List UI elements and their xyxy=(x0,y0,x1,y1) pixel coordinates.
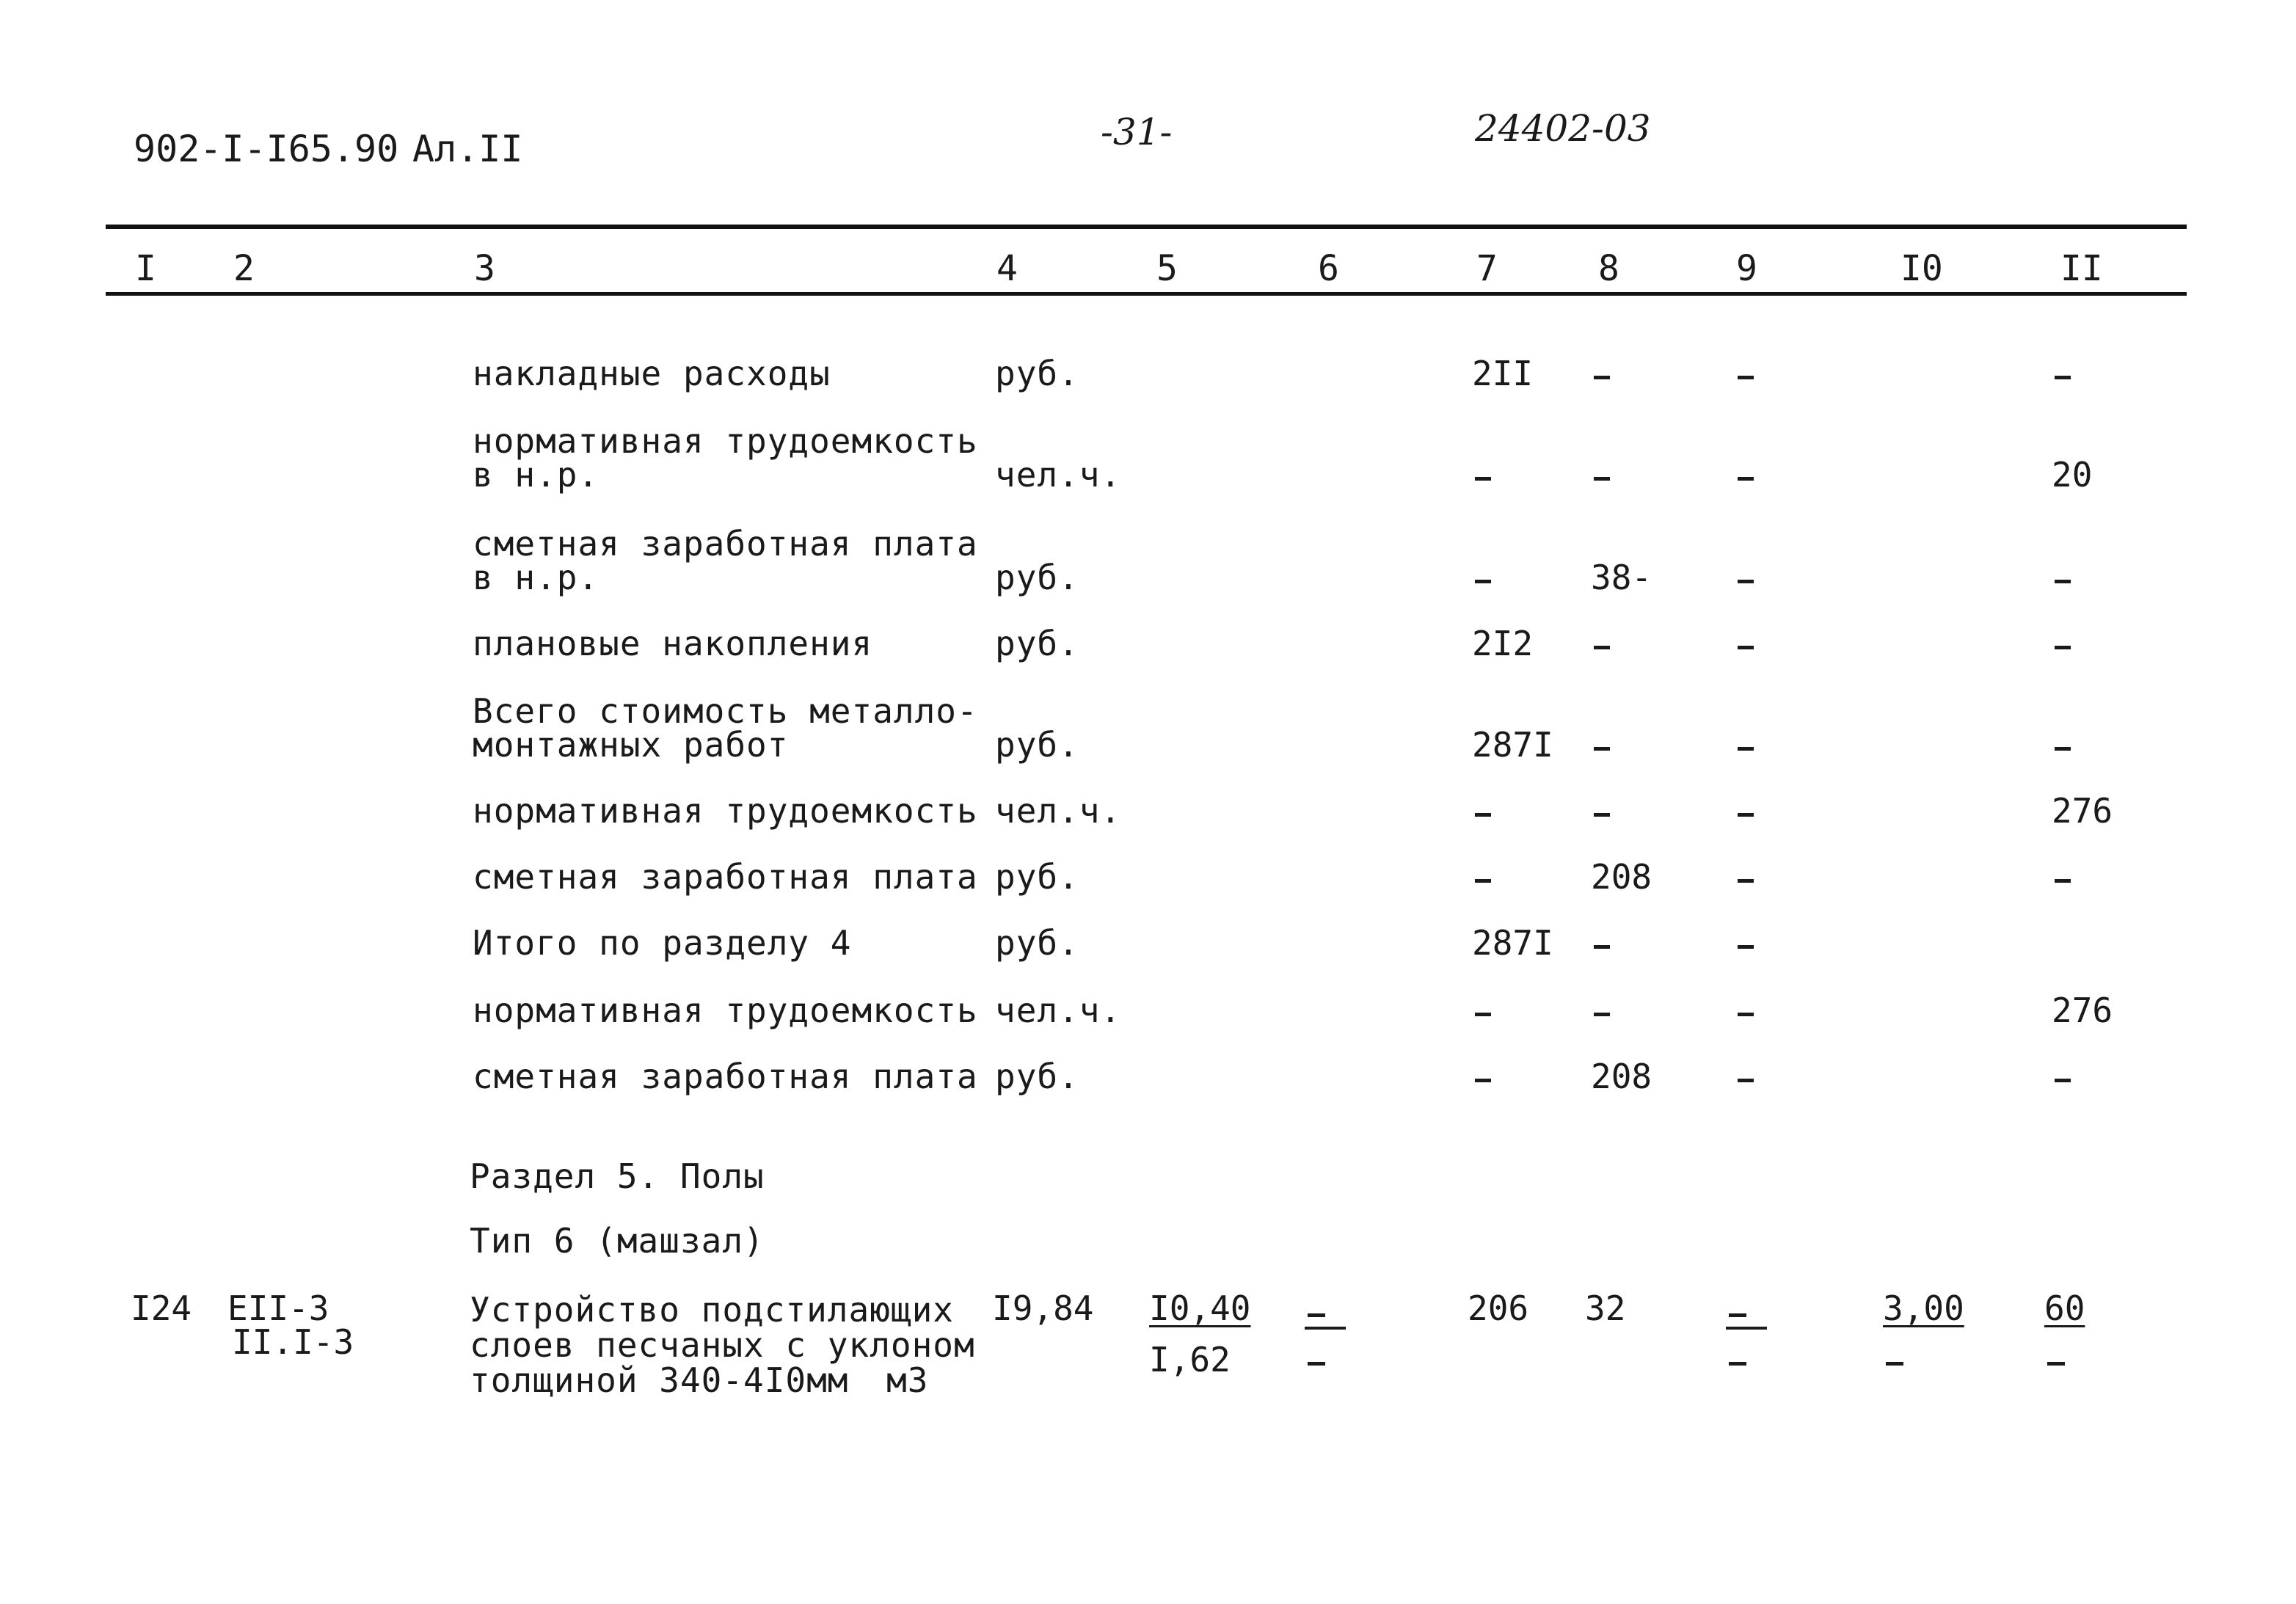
table-top-rule xyxy=(106,225,2187,229)
row-description-line2: монтажных работ xyxy=(473,725,789,765)
row-c9-dash xyxy=(1738,477,1754,481)
row-c9-dash xyxy=(1738,580,1754,583)
item-col11-top: 60 xyxy=(2044,1288,2085,1328)
column-header: 6 xyxy=(1318,248,1339,289)
row-c11-dash xyxy=(2055,879,2071,883)
item-col10-bottom-dash xyxy=(1886,1362,1903,1366)
section-subtitle: Тип 6 (машзал) xyxy=(470,1221,765,1261)
column-header: I0 xyxy=(1900,248,1943,289)
row-c7-value: 2II xyxy=(1472,354,1534,393)
row-description: Всего стоимость металло- xyxy=(473,691,978,731)
column-header: 3 xyxy=(474,248,495,289)
item-col9-top-underline xyxy=(1726,1327,1767,1330)
row-unit: руб. xyxy=(995,725,1079,765)
item-col5-bottom: I,62 xyxy=(1149,1340,1231,1379)
row-unit: руб. xyxy=(995,624,1079,663)
item-col9-top-dash xyxy=(1729,1313,1746,1317)
row-unit: руб. xyxy=(995,923,1079,963)
column-header: 2 xyxy=(233,248,255,289)
item-code-line1: ЕII-3 xyxy=(227,1288,329,1328)
row-c7-dash xyxy=(1475,1013,1491,1016)
item-col10-top: 3,00 xyxy=(1883,1288,1964,1328)
item-col6-top-dash xyxy=(1308,1313,1325,1317)
row-description: нормативная трудоемкость xyxy=(473,791,978,831)
column-header: I xyxy=(135,248,156,289)
item-unit: м3 xyxy=(886,1360,929,1400)
row-c9-dash xyxy=(1738,646,1754,649)
item-description-line3: толщиной 340-4I0мм xyxy=(470,1360,849,1400)
item-col5-top: I0,40 xyxy=(1149,1288,1251,1328)
row-c9-dash xyxy=(1738,747,1754,751)
column-header: 8 xyxy=(1598,248,1619,289)
row-unit: руб. xyxy=(995,558,1079,597)
item-code-line2: II.I-3 xyxy=(232,1322,354,1362)
document-code: 902-I-I65.90 xyxy=(134,128,399,170)
row-c7-value: 287I xyxy=(1472,923,1553,963)
item-description-line2: слоев песчаных с уклоном xyxy=(470,1325,975,1365)
row-c9-dash xyxy=(1738,813,1754,817)
row-c7-value: 2I2 xyxy=(1472,624,1534,663)
row-c11-value: 20 xyxy=(2052,455,2093,495)
row-c8-value: 208 xyxy=(1591,1057,1652,1096)
section-title: Раздел 5. Полы xyxy=(470,1156,765,1196)
item-col8: 32 xyxy=(1585,1288,1626,1328)
row-description: плановые накопления xyxy=(473,624,873,663)
row-unit: чел.ч. xyxy=(995,455,1122,495)
item-col6-top-underline xyxy=(1305,1327,1346,1330)
row-c8-dash xyxy=(1594,747,1610,751)
row-c7-dash xyxy=(1475,580,1491,583)
row-c8-dash xyxy=(1594,477,1610,481)
row-c8-dash xyxy=(1594,646,1610,649)
row-c7-dash xyxy=(1475,813,1491,817)
item-col9-bottom-dash xyxy=(1729,1362,1746,1366)
row-c9-dash xyxy=(1738,1013,1754,1016)
column-header: 9 xyxy=(1736,248,1757,289)
row-unit: чел.ч. xyxy=(995,991,1122,1030)
row-description: нормативная трудоемкость xyxy=(473,421,978,461)
row-c7-dash xyxy=(1475,1079,1491,1082)
row-unit: чел.ч. xyxy=(995,791,1122,831)
page-number: -31- xyxy=(1101,111,1173,153)
row-c8-value: 38- xyxy=(1591,558,1652,597)
column-header: II xyxy=(2060,248,2103,289)
row-c8-dash xyxy=(1594,376,1610,379)
column-header: 4 xyxy=(996,248,1018,289)
row-unit: руб. xyxy=(995,1057,1079,1096)
row-unit: руб. xyxy=(995,857,1079,897)
row-c9-dash xyxy=(1738,376,1754,379)
column-header: 5 xyxy=(1156,248,1178,289)
row-c8-dash xyxy=(1594,1013,1610,1016)
row-description: накладные расходы xyxy=(473,354,831,393)
row-c7-value: 287I xyxy=(1472,725,1553,765)
row-c8-value: 208 xyxy=(1591,857,1652,897)
row-c8-dash xyxy=(1594,945,1610,949)
item-col7: 206 xyxy=(1468,1288,1529,1328)
row-c7-dash xyxy=(1475,477,1491,481)
row-c7-dash xyxy=(1475,879,1491,883)
item-col6-bottom-dash xyxy=(1308,1362,1325,1366)
row-c11-dash xyxy=(2055,580,2071,583)
row-description-line2: в н.р. xyxy=(473,558,599,597)
item-quantity: I9,84 xyxy=(992,1288,1094,1328)
item-col11-bottom-dash xyxy=(2047,1362,2065,1366)
stamp-code: 24402-03 xyxy=(1475,107,1651,150)
row-c11-value: 276 xyxy=(2052,991,2113,1030)
row-c9-dash xyxy=(1738,879,1754,883)
row-c11-dash xyxy=(2055,1079,2071,1082)
item-number: I24 xyxy=(131,1288,192,1328)
row-description: сметная заработная плата xyxy=(473,857,978,897)
item-description-line1: Устройство подстилающих xyxy=(470,1290,954,1330)
row-c11-dash xyxy=(2055,376,2071,379)
row-c9-dash xyxy=(1738,945,1754,949)
row-description: Итого по разделу 4 xyxy=(473,923,852,963)
row-description: нормативная трудоемкость xyxy=(473,991,978,1030)
row-description-line2: в н.р. xyxy=(473,455,599,495)
row-c11-dash xyxy=(2055,646,2071,649)
column-header: 7 xyxy=(1476,248,1498,289)
table-header-rule xyxy=(106,292,2187,296)
row-c9-dash xyxy=(1738,1079,1754,1082)
row-description: сметная заработная плата xyxy=(473,1057,978,1096)
row-unit: руб. xyxy=(995,354,1079,393)
row-description: сметная заработная плата xyxy=(473,524,978,564)
album-label: Ал.II xyxy=(412,128,523,170)
row-c11-dash xyxy=(2055,747,2071,751)
row-c11-value: 276 xyxy=(2052,791,2113,831)
row-c8-dash xyxy=(1594,813,1610,817)
